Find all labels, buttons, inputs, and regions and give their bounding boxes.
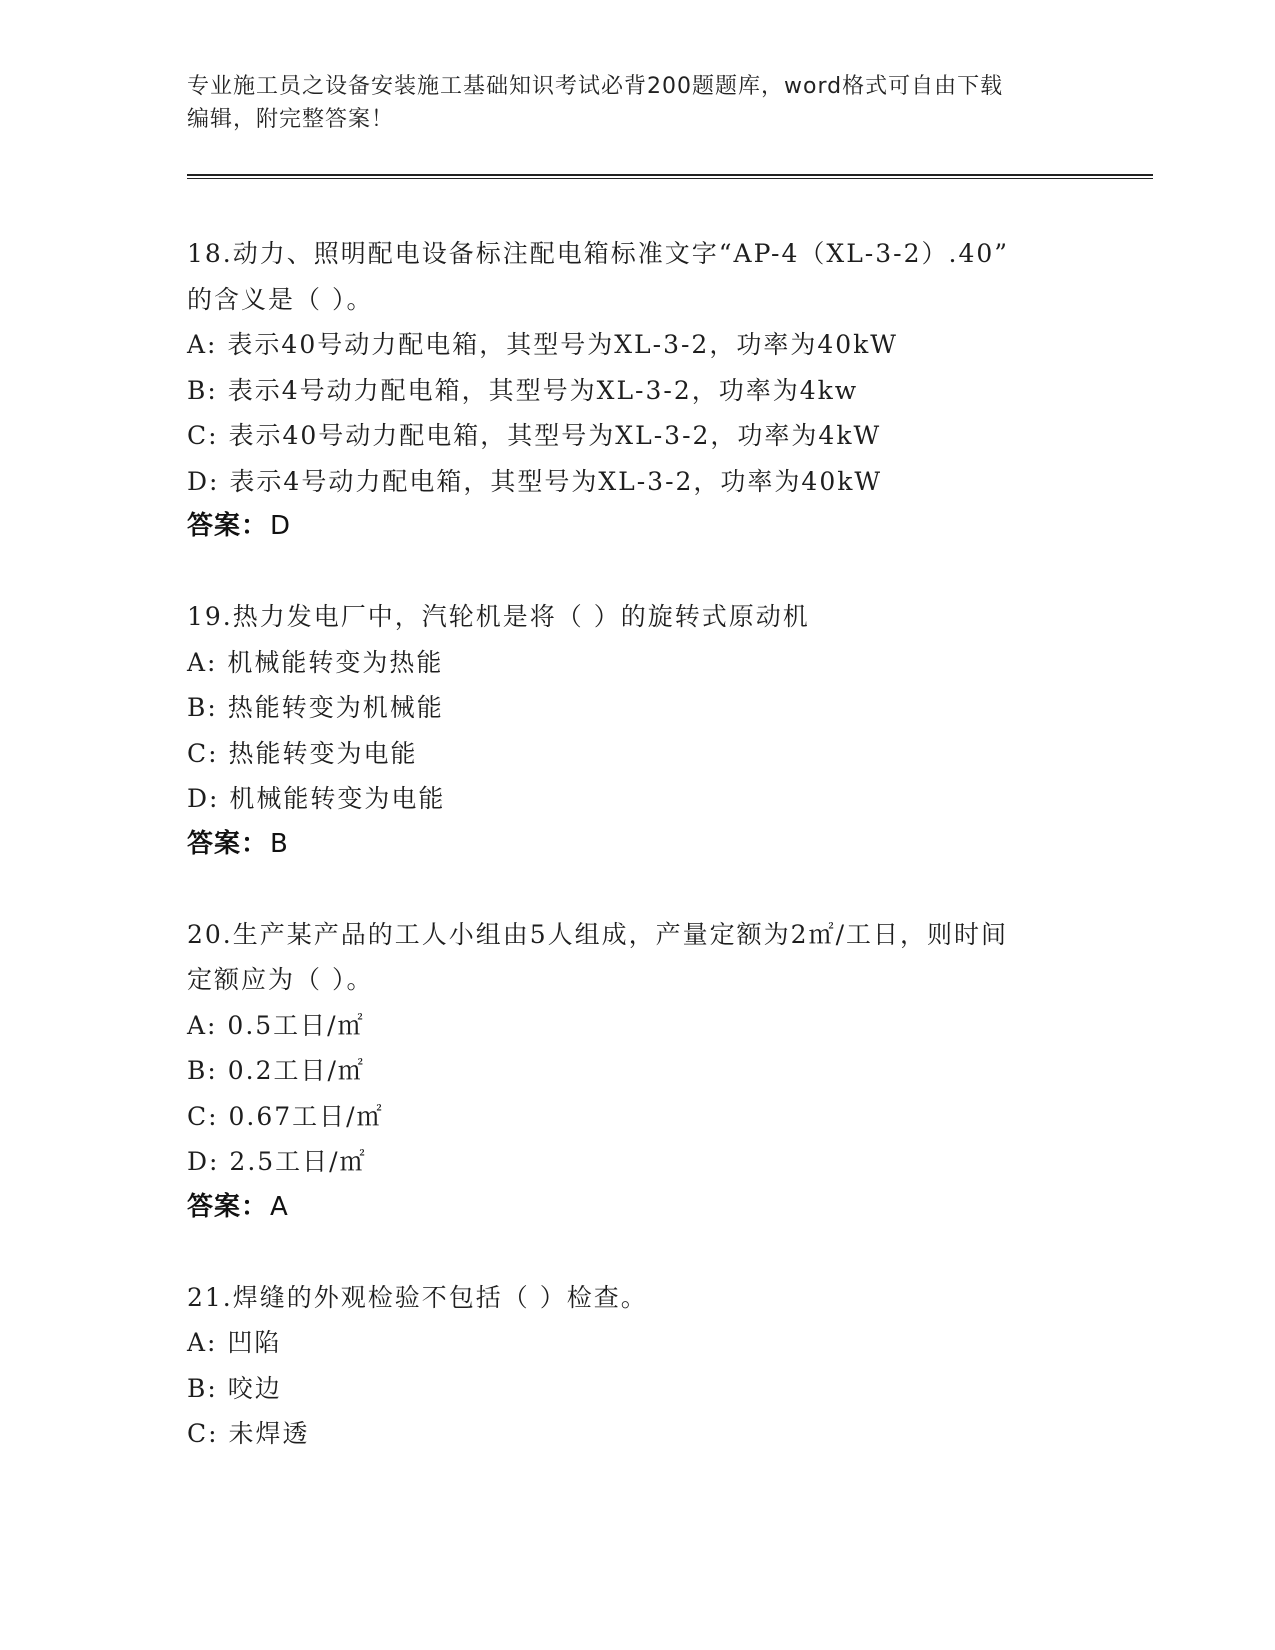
option-c: C: 未焊透 [187, 1419, 310, 1448]
option-a: A: 0.5工日/㎡ [187, 1010, 365, 1040]
document-header [187, 70, 1147, 136]
question-stem: 19.热力发电厂中，汽轮机是将（ ）的旋转式原动机 [187, 602, 810, 631]
question-20 [187, 912, 1147, 1230]
answer-label: 答案： [187, 1191, 269, 1222]
question-stem-cont: 的含义是（ ）。 [187, 284, 374, 314]
question-list [187, 231, 1147, 1457]
answer-line [187, 822, 1147, 867]
question-21 [187, 1275, 1147, 1457]
question-19 [187, 594, 1147, 867]
document-page [187, 70, 1147, 1457]
option-b: B: 热能转变为机械能 [187, 693, 444, 722]
question-stem: 20.生产某产品的工人小组由5人组成，产量定额为2㎡/工日，则时间 [187, 919, 1008, 949]
answer-label: 答案： [187, 828, 269, 859]
option-c: C: 0.67工日/㎡ [187, 1101, 384, 1131]
option-c: C: 热能转变为电能 [187, 738, 418, 768]
answer-label: 答案： [187, 511, 269, 541]
header-divider [187, 174, 1153, 179]
answer-line [187, 504, 1147, 549]
answer-value: D [270, 511, 292, 541]
question-stem-cont: 定额应为（ ）。 [187, 965, 374, 994]
option-a: A: 表示40号动力配电箱，其型号为XL-3-2，功率为40kW [187, 330, 898, 359]
option-d: D: 2.5工日/㎡ [187, 1147, 367, 1176]
option-c: C: 表示40号动力配电箱，其型号为XL-3-2，功率为4kW [187, 421, 882, 450]
option-d: D: 表示4号动力配电箱，其型号为XL-3-2，功率为40kW [187, 466, 883, 496]
option-a: A: 机械能转变为热能 [187, 647, 444, 677]
option-a: A: 凹陷 [187, 1328, 282, 1357]
answer-value: A [270, 1191, 289, 1222]
header-line-1: 专业施工员之设备安装施工基础知识考试必背200题题库，word格式可自由下载 [187, 74, 1004, 99]
question-18 [187, 231, 1147, 549]
question-stem: 21.焊缝的外观检验不包括（ ）检查。 [187, 1282, 648, 1312]
header-line-2: 编辑，附完整答案！ [187, 107, 395, 132]
answer-line [187, 1185, 1147, 1230]
option-b: B: 咬边 [187, 1373, 282, 1403]
option-b: B: 0.2工日/㎡ [187, 1056, 365, 1085]
option-b: B: 表示4号动力配电箱，其型号为XL-3-2，功率为4kw [187, 375, 859, 405]
answer-value: B [270, 828, 289, 859]
option-d: D: 机械能转变为电能 [187, 784, 446, 813]
question-stem: 18.动力、照明配电设备标注配电箱标准文字“AP-4（XL-3-2）.40” [187, 239, 1010, 268]
